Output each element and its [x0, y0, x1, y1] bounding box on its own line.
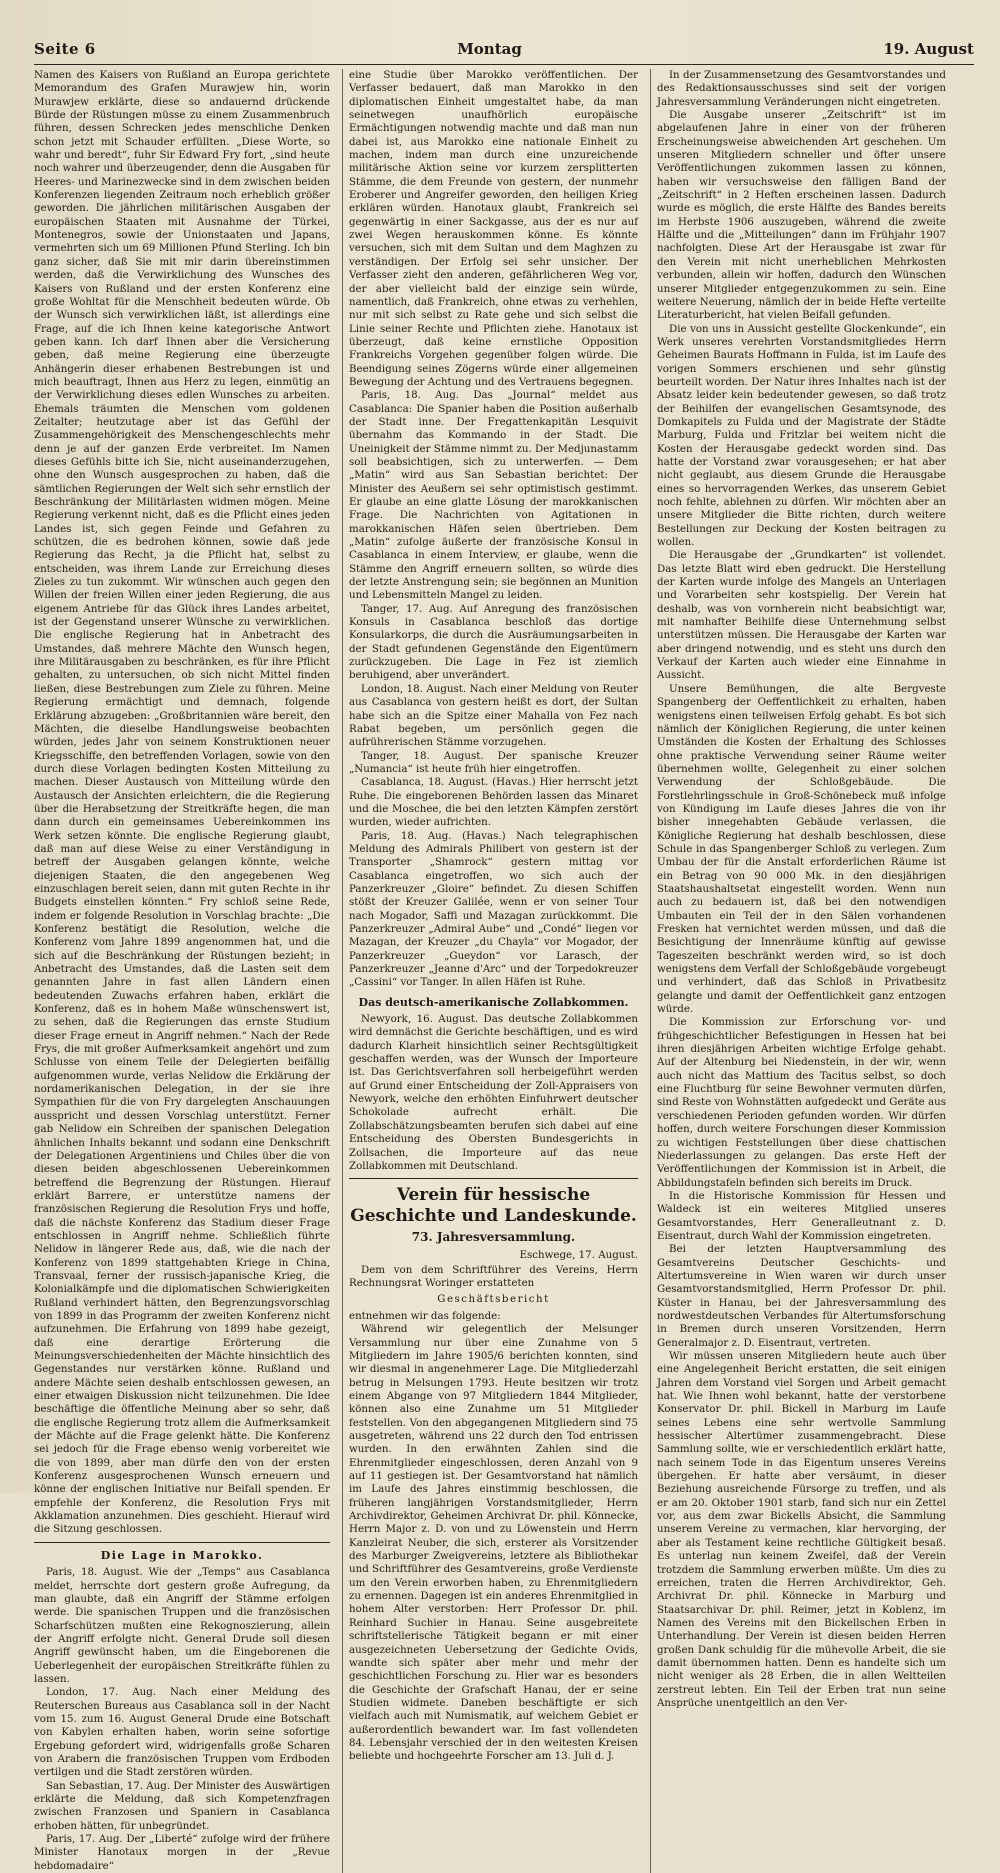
- article-text: Die von uns in Aussicht gestellte Glockenkunde“, ein Werk unseres verehrten Vorstandsmitgliedes Herrn Geheimen Baurats Hoffmann in Fulda, ist im Laufe des vorigen Sommers erschienen und sehr günstig beurteilt worden. Der Natur ihres Inhaltes nach ist der Absatz leider kein bedeutender gewesen, so daß trotz der Beihilfen der evangelischen Gesamtsynode, des Domkapitels zu Fulda und der Magistrate der Städte Marburg, Fulda und Fritzlar bei weitem nicht die Kosten der Herausgabe gedeckt worden sind. Das hatte der Vorstand zwar vorausgesehen; er hat aber nicht geglaubt, aus diesem Grunde die Herausgabe eines so hervorragenden Werkes, das unserem Gebiet noch fehlte, ablehnen zu dürfen. Wir möchten aber an unsere Mitglieder die Bitte richten, durch weitere Bestellungen zur Deckung der Kosten beitragen zu wollen.: [657, 322, 946, 549]
- article-text: Bei der letzten Hauptversammlung des Gesamtvereins Deutscher Geschichts- und Altertumsvereine in Wien waren wir durch unser Gesamtvorstandsmitglied, Herrn Professor Dr. phil. Küster in Hanau, bei der Jahresversammlung des nordwestdeutschen Verbandes für Altertumsforschung in Bremen durch unseren Vorsitzenden, Herrn Generalmajor z. D. Eisentraut, vertreten.: [657, 1243, 946, 1349]
- section-heading-zollabkommen: Das deutsch-amerikanische Zollabkommen.: [358, 995, 629, 1009]
- article-text: entnehmen wir das folgende:: [349, 1309, 501, 1322]
- article-text: Unsere Bemühungen, die alte Bergveste Spangenberg der Oeffentlichkeit zu erhalten, haben wenigstens einen teilweisen Erfolg gehabt. Es bot sich nämlich der Königlichen Regierung, die unter keinen Umständen die Kosten der Erhaltung des Schlosses ohne praktische Verwendung seiner Räume weiter übernehmen wollte, Gelegenheit zu einer solchen Verwendung der Schloßgebäude. Die Forstlehrlingsschule in Groß-Schönebeck muß infolge von Kündigung im Laufe dieses Jahres die von ihr bisher innegehabten Gebäude verlassen, die Königliche Regierung hat deshalb beschlossen, diese Schule in das Spangenberger Schloß zu verlegen. Zum Umbau der für die Anstalt erforderlichen Räume ist ein Betrag von 90 000 Mk. in den diesjährigen Staatshaushaltsetat eingestellt worden. Wenn nun auch zu bedauern ist, daß bei den notwendigen Umbauten ein Teil der in den Sälen vorhandenen Fresken hat vernichtet werden müssen, und daß die Besichtigung der Innenräume künftig auf gewisse Tageszeiten beschränkt werden wird, so ist doch wenigstens dem Verfall der Schloßgebäude vorgebeugt und verhindert, daß das Schloß in Privatbesitz gelangte und damit der Oeffentlichkeit ganz entzogen würde.: [657, 682, 946, 1016]
- article-text: In die Historische Kommission für Hessen und Waldeck ist ein weiteres Mitglied unseres Gesamtvorstandes, Herr Generalleutnant z. D. Eisentraut, durch Wahl der Kommission eingetreten.: [657, 1189, 946, 1242]
- page-header: [34, 40, 974, 65]
- news-item: Tanger, 18. August. Der spanische Kreuzer „Numancia“ ist heute früh hier eingetroffen.: [349, 749, 638, 775]
- article-text: Die Ausgabe unserer „Zeitschrift“ ist im abgelaufenen Jahre in einer von der früheren Erscheinungsweise abweichenden Art geschehen. Um unseren Mitgliedern schneller und öfter unsere Veröffentlichungen zukommen lassen zu können, haben wir versuchsweise den fälligen Band der „Zeitschrift“ in 2 Heften erscheinen lassen. Dadurch wurde es möglich, die erste Hälfte des Bandes bereits im Herbste 1906 auszugeben, während die zweite Hälfte und die „Mitteilungen“ dann im Frühjahr 1907 nachfolgten. Diese Art der Herausgabe ist zwar für den Verein mit nicht unerheblichen Mehrkosten verbunden, allein wir hoffen, dadurch den Wünschen unserer Mitglieder entgegenzukommen zu sein. Eine weitere Neuerung, nämlich der in beide Hefte verteilte Literaturbericht, hat vielen Beifall gefunden.: [657, 109, 946, 322]
- column-3: [650, 69, 946, 1873]
- news-item: San Sebastian, 17. Aug. Der Minister des Auswärtigen erklärte die Meldung, daß sich Kompetenzfragen zwischen Franzosen und Spaniern in Casablanca erhoben hätten, für unbegründet.: [34, 1779, 330, 1832]
- news-item: Paris, 17. Aug. Der „Liberté“ zufolge wird der frühere Minister Hanotaux morgen in der „Revue hebdomadaire“: [34, 1833, 330, 1872]
- divider: [34, 1542, 330, 1543]
- article-text: Während wir gelegentlich der Melsunger Versammlung nur über eine Zunahme von 5 Mitgliedern im Jahre 1905/6 berichten konnten, sind wir diesmal in angenehmerer Lage. Die Mitgliederzahl betrug in Melsungen 1793. Heute besitzen wir trotz einem Abgange von 97 Mitgliedern 1844 Mitglieder, können also eine Zunahme um 51 Mitglieder feststellen. Von den abgegangenen Mitgliedern sind 75 ausgetreten, während uns 22 durch den Tod entrissen wurden. In den erwähnten Zahlen sind die Ehrenmitglieder eingeschlossen, deren Anzahl von 9 auf 11 gestiegen ist. Der Gesamtvorstand hat nämlich im Laufe des Jahres einstimmig beschlossen, die früheren langjährigen Vorstandsmitglieder, Herrn Archivdirektor, Geheimen Archivrat Dr. phil. Könnecke, Herrn Major z. D. von und zu Löwenstein und Herrn Kanzleirat Neuber, die sich, ersterer als Vorsitzender des Marburger Zweigvereins, letztere als Bibliothekar und Schriftführer des Gesamtvereins, große Verdienste um den Verein erworben haben, zu Ehrenmitgliedern zu ernennen. Dagegen ist ein anderes Ehrenmitglied in hohem Alter verstorben: Herr Professor Dr. phil. Reinhard Suchier in Hanau. Seine ausgebreitete schriftstellerische Tätigkeit begann er mit einer ausgezeichneten Uebersetzung der Gedichte Ovids, wandte sich später aber mehr und mehr der geschichtlichen Forschung zu. Hier war es besonders die Geschichte der Grafschaft Hanau, der er seine Studien widmete. Daneben beschäftigte er sich vielfach auch mit Numismatik, auf welchem Gebiet er außerordentlich bewandert war. Im fast vollendeten 84. Lebensjahr verschied der in den weitesten Kreisen beliebte und hochgeehrte Forscher am 13. Juli d. J.: [349, 1323, 638, 1763]
- verein-subtitle: 73. Jahresversammlung.: [411, 1230, 576, 1245]
- page-number: Seite 6: [34, 40, 96, 58]
- news-item: Paris, 18. August. Wie der „Temps“ aus Casablanca meldet, herrschte dort gestern große Aufregung, da man glaubte, daß ein Angriff der Stämme erfolgen werde. Die spanischen Truppen und die französischen Scharfschützen mußten eine Rekognoszierung, allein der Angriff erfolgte nicht. General Drude soll diesen Angriff gewünscht haben, um die Eingeborenen die Ueberlegenheit der europäischen Streitkräfte fühlen zu lassen.: [34, 1566, 330, 1685]
- header-day: Montag: [457, 40, 522, 58]
- article-text: eine Studie über Marokko veröffentlichen. Der Verfasser bedauert, daß man Marokko in den diplomatischen Einheit umgestaltet habe, da man seinetwegen unaufhörlich europäische Ermächtigungen notwendig machte und daß man nun dabei ist, aus Marokko eine nationale Einheit zu machen, indem man durch eine unzureichende militärische Aktion seine vor kurzem zersplitterten Stämme, die dem Freunde von gestern, der nunmehr Eroberer und Angreifer geworden, den heiligen Krieg erklären würden. Hanotaux glaubt, Frankreich sei gegenwärtig in einer Sackgasse, aus der es nur auf zwei Wegen herauskommen könne. Es könnte versuchen, sich mit dem Sultan und dem Maghzen zu verständigen. Der Erfolg sei sehr unsicher. Der Verfasser zieht den anderen, gefährlicheren Weg vor, der aber vielleicht bald der einzige sein würde, namentlich, daß Frankreich, ohne etwas zu verhehlen, nur mit sich selbst zu Rate gehe und sich selbst die Linie seiner Rechte und Pflichten ziehe. Hanotaux ist überzeugt, daß keine ernstliche Opposition Frankreichs Vorgehen gegenüber folgen würde. Die Beendigung seines Zögerns würde einer allgemeinen Bewegung der Achtung und des Vertrauens begegnen.: [349, 69, 638, 388]
- columns: [34, 69, 974, 1872]
- verein-title: Verein für hessische Geschichte und Landeskunde.: [350, 1185, 637, 1227]
- news-item: London, 18. August. Nach einer Meldung von Reuter aus Casablanca von gestern heißt es dort, der Sultan habe sich an die Spitze einer Mahalla von Fez nach Rabat begeben, um persönlich gegen die aufrührerischen Stämme vorzugehen.: [349, 682, 638, 749]
- section-heading-marokko: Die Lage in Marokko.: [100, 1548, 264, 1562]
- article-text: In der Zusammensetzung des Gesamtvorstandes und des Redaktionsausschusses sind seit der vorigen Jahresversammlung Veränderungen nicht eingetreten.: [657, 69, 946, 108]
- news-item: Tanger, 17. Aug. Auf Anregung des französischen Konsuls in Casablanca beschloß das dortige Konsularkorps, die durch die Ausräumungsarbeiten in der Stadt gefundenen Gegenstände den Eigentümern zurückzugeben. Die Lage in Fez ist ziemlich beruhigend, aber unverändert.: [349, 602, 638, 682]
- header-date: 19. August: [883, 40, 974, 58]
- news-item: Paris, 18. Aug. (Havas.) Nach telegraphischen Meldung des Admirals Philibert von gestern ist der Transporter „Shamrock“ gestern mittag vor Casablanca eingetroffen, wo sich auch der Panzerkreuzer „Gloire“ befindet. Zu diesen Schiffen stößt der Kreuzer Galilée, wenn er von seiner Tour nach Mogador, Saffi und Mazagan zurückkommt. Die Panzerkreuzer „Admiral Aube“ und „Condé“ liegen vor Mazagan, der Kreuzer „du Chayla“ vor Mogador, der Panzerkreuzer „Gueydon“ vor Larasch, der Panzerkreuzer „Jeanne d'Arc“ und der Torpedokreuzer „Cassini“ vor Tanger. In allen Häfen ist Ruhe.: [349, 829, 638, 989]
- column-1: [34, 69, 330, 1873]
- article-text: Die Herausgabe der „Grundkarten“ ist vollendet. Das letzte Blatt wird eben gedruckt. Die Herstellung der Karten wurde infolge des Mangels an Unterlagen und Vorarbeiten sehr kostspielig. Der Verein hat deshalb, was von vornherein nicht beabsichtigt war, mit namhafter Beihilfe diese Unternehmung selbst unterstützen müssen. Die Herausgabe der Karten war aber dringend notwendig, und es steht uns durch den Verkauf der Karten auch wieder eine Einnahme in Aussicht.: [657, 549, 946, 682]
- news-item: Newyork, 16. August. Das deutsche Zollabkommen wird demnächst die Gerichte beschäftigen, und es wird dadurch Klarheit hinsichtlich seiner Rechtsgültigkeit geschaffen werden, was der Wunsch der Importeure ist. Das Gerichtsverfahren soll herbeigeführt werden auf Grund einer Entscheidung der Zoll-Appraisers von Newyork, welche den erhöhten Einfuhrwert deutscher Schokolade aufrecht erhält. Die Zollabschätzungsbeamten berufen sich dabei auf eine Entscheidung des Obersten Bundesgerichts in Zollsachen, die Importeure auf das neue Zollabkommen mit Deutschland.: [349, 1013, 638, 1172]
- dateline: Eschwege, 17. August.: [519, 1248, 638, 1261]
- column-2: [342, 69, 638, 1873]
- article-text: Die Kommission zur Erforschung vor- und frühgeschichtlicher Befestigungen in Hessen hat bei ihren diesjährigen Arbeiten wichtige Erfolge gehabt. Auf der Altenburg bei Niedenstein, in der wir, wenn auch nicht das Mattium des Tacitus selbst, so doch eine Fluchtburg für seine Bewohner vermuten dürfen, sind Reste von Wohnstätten aufgedeckt und Geräte aus verschiedenen Perioden gefunden worden. Wir dürfen hoffen, durch weitere Forschungen dieser Kommission zu wichtigen Feststellungen über diese chattischen Niederlassungen zu gelangen. Das erste Heft der Veröffentlichungen der Kommission ist in Arbeit, die Abbildungstafeln befinden sich bereits im Druck.: [657, 1016, 946, 1189]
- article-text: Dem von dem Schriftführer des Vereins, Herrn Rechnungsrat Woringer erstatteten: [349, 1263, 638, 1290]
- news-item: Casablanca, 18. August. (Havas.) Hier herrscht jetzt Ruhe. Die eingeborenen Behörden lassen das Minaret und die Moschee, die bei den letzten Kämpfen zerstört wurden, wieder aufrichten.: [349, 776, 638, 829]
- divider: [349, 1178, 638, 1179]
- news-item: London, 17. Aug. Nach einer Meldung des Reuterschen Bureaus aus Casablanca soll in der Nacht vom 15. zum 16. August General Drude eine Botschaft von Kabylen erhalten haben, worin seine sofortige Ergebung gefordert wird, widrigenfalls große Scharen von Arabern die französischen Truppen vom Erdboden vertilgen und die Stadt zerstören würden.: [34, 1686, 330, 1779]
- article-text: Namen des Kaisers von Rußland an Europa gerichtete Memorandum des Grafen Murawjew hin, worin Murawjew erklärte, diese so andauernd drückende Bürde der Rüstungen müsse zu einem Zusammenbruch führen, dessen Schrecken jedes menschliche Denken schon jetzt mit Schauder erfüllten. „Diese Worte, so wahr und beredt“, fuhr Sir Edward Fry fort, „sind heute noch wahrer und überzeugender, denn die Ausgaben für Heeres- und Marinezwecke sind in dem zwischen beiden Konferenzen liegenden Zeitraum noch erheblich größer geworden. Die jährlichen militärischen Ausgaben der europäischen Staaten mit Ausnahme der Türkei, Montenegros, sowie der Unionstaaten und Japans, vermehrten sich um 69 Millionen Pfund Sterling. Ich bin ganz sicher, daß Sie mit mir darin übereinstimmen werden, daß die Verwirklichung des Wunsches des Kaisers von Rußland und der ersten Konferenz eine große Wohltat für die Menschheit bedeuten würde. Ob der Wunsch sich verwirklichen läßt, ist allerdings eine Frage, auf die ich Ihnen keine kategorische Antwort geben kann. Ich darf Ihnen aber die Versicherung geben, daß meine Regierung eine überzeugte Anhängerin dieser erhabenen Bestrebungen ist und mich beauftragt, Ihnen aus Herz zu legen, einmütig an der Verwirklichung dieses edlen Wunsches zu arbeiten. Ehemals träumten die Menschen vom goldenen Zeitalter; heutzutage aber ist das Gefühl der Zusammengehörigkeit des Menschengeschlechts mehr denn je auf der ganzen Erde verbreitet. Im Namen dieses Gefühls bitte ich Sie, nicht auseinanderzugehen, ohne den Wunsch ausgesprochen zu haben, daß die sämtlichen Regierungen der Welt sich sehr ernstlich der Beschränkung der Militärlasten widmen mögen. Meine Regierung verkennt nicht, daß es die Pflicht eines jeden Landes ist, sich gegen Feinde und Gefahren zu schützen, die es bedrohen können, sowie daß jede Regierung das Recht, ja die Pflicht hat, selbst zu entscheiden, was ihrem Lande zur Erreichung dieses Zieles zu tun zukommt. Wir wünschen auch gegen den Willen der freien Willen einer jeden Regierung, die aus eigenem Antriebe für das Glück ihres Landes arbeitet, ist der Gegenstand unserer Wünsche zu verwirklichen. Die englische Regierung hat in Anbetracht des Umstandes, daß mehrere Mächte den Wunsch hegen, ihre Militärausgaben zu beschränken, es für ihre Pflicht gehalten, zu untersuchen, ob sich nicht Mittel finden ließen, diese Bestrebungen zum Ziele zu führen. Meine Regierung ermächtigt und demnach, folgende Erklärung abzugeben: „Großbritannien wäre bereit, den Mächten, die dieselbe Handlungsweise beobachten würden, jedes Jahr von seinem Konstruktionen neuer Kriegsschiffe, den betreffenden Vorlagen, sowie von den durch diese Vorlagen bedingten Kosten Mitteilung zu machen. Dieser Austausch von Mitteilung würde den Austausch der Ansichten erleichtern, die die Regierung über die Herabsetzung der Streitkräfte hegen, die man dann durch ein gemeinsames Uebereinkommen ins Werk setzen könnte. Die englische Regierung glaubt, daß man auf diese Weise zu einer Verständigung in betreff der Ausgaben gelangen könnte, welche diejenigen Staaten, die den angegebenen Weg einzuschlagen bereit seien, dann mit guten Rechte in ihr Budgets einstellen könnten.“ Fry schloß seine Rede, indem er folgende Resolution in Vorschlag brachte: „Die Konferenz bestätigt die Resolution, welche die Konferenz vom Jahre 1899 angenommen hat, und die sich auf die Beschränkung der Rüstungen bezieht; in Anbetracht des Umstandes, daß die Lasten seit dem genannten Jahre in fast allen Ländern einen bedeutenden Zuwachs erfahren haben, erklärt die Konferenz, daß es in hohem Maße wünschenswert ist, zu sehen, daß die Regierungen das ernste Studium dieser Frage erneut in Angriff nehmen.“ Nach der Rede Frys, die mit großer Aufmerksamkeit angehört und zum Schlusse von einem Teile der Delegierten beifällig aufgenommen wurde, verlas Nelidow die Erklärung der nordamerikanischen Delegation, in der sie ihre Sympathien für die von Fry dargelegten Anschauungen ausspricht und dessen Vorschlag unterstützt. Ferner gab Nelidow ein Schreiben der spanischen Delegation ähnlichen Inhalts bekannt und sodann eine Denkschrift der Delegationen Argentiniens und Chiles über die von diesen beiden abgeschlossenen Uebereinkommen betreffend die Begrenzung der Rüstungen. Hierauf erklärt Barrere, er unterstütze namens der französischen Regierung die Resolution Frys und hoffe, daß die nächste Konferenz das Stadium dieser Frage entschlossen in Angriff nehme. Schließlich führte Nelidow in längerer Rede aus, daß, wie die nach der Konferenz von 1899 stattgehabten Kriege in China, Transvaal, ferner der russisch-japanische Krieg, die Kolonialkämpfe und die diplomatischen Schwierigkeiten Rußland verhindert hätten, den Begrenzungsvorschlag von 1899 in das Programm der zweiten Konferenz nicht aufzunehmen. Die Erfahrung von 1899 habe gezeigt, daß eine derartige Erörterung die Meinungsverschiedenheiten der Mächte hinsichtlich des Gegenstandes nur verstärken könne. Rußland und andere Mächte seien deshalb entschlossen gewesen, an einer etwaigen Diskussion nicht teilzunehmen. Die Idee beschäftige die öffentliche Meinung aber so sehr, daß die englische Regierung trotz allem die Aufmerksamkeit der Mächte auf die Frage gelenkt hätte. Die Konferenz sei jedoch für die Frage ebenso wenig vorbereitet wie die von 1899, aber man dürfe den von der ersten Konferenz ausgesprochenen Wunsch erneuern und könne der englischen Initiative nur Beifall spenden. Er empfehle der Konferenz, die Resolution Frys mit Akklamation anzunehmen. Dies geschieht. Hierauf wird die Sitzung geschlossen.: [34, 69, 330, 1536]
- news-item: Paris, 18. Aug. Das „Journal“ meldet aus Casablanca: Die Spanier haben die Position außerhalb der Stadt inne. Der Fregattenkapitän Lesquivit übernahm das Kommando in der Stadt. Die Uneinigkeit der Stämme nimmt zu. Der Medjunastamm soll beabsichtigen, sich zu unterwerfen. — Dem „Matin“ wird aus San Sebastian berichtet: Der Minister des Aeußern sei sehr optimistisch gestimmt. Er glaube an eine glatte Lösung der marokkanischen Frage. Die Nachrichten von Agitationen in marokkanischen Häfen seien übertrieben. Dem „Matin“ zufolge äußerte der französische Konsul in Casablanca in einem Interview, er glaube, wenn die Stämme den Angriff erneuern sollten, so würde dies der letzte Anstrengung sein; sie begönnen an Munition und Lebensmitteln Mangel zu leiden.: [349, 389, 638, 602]
- report-heading: Geschäftsbericht: [437, 1292, 550, 1305]
- article-text: Wir müssen unseren Mitgliedern heute auch über eine Angelegenheit Bericht erstatten, die seit einigen Jahren dem Vorstand viel Sorgen und Arbeit gemacht hat. Wie Ihnen wohl bekannt, hatte der verstorbene Konservator Dr. phil. Bickell in Marburg im Laufe seines Lebens eine sehr wertvolle Sammlung hessischer Altertümer zusammengebracht. Diese Sammlung sollte, wie er verschiedentlich erklärt hatte, nach seinem Tode in das Eigentum unseres Vereins übergehen. Er hatte aber versäumt, in dieser Beziehung ausreichende Fürsorge zu treffen, und als er am 20. Oktober 1901 starb, fand sich nur ein Zettel vor, aus dem zwar Bickells Absicht, die Sammlung unserem Vereine zu vermachen, klar hervorging, der aber als Testament keine rechtliche Gültigkeit besaß. Es unterlag nun keinem Zweifel, daß der Verein trotzdem die Sammlung erwerben müßte. Um dies zu erreichen, traten die Herren Archivdirektor, Geh. Archivrat Dr. phil. Könnecke in Marburg und Staatsarchivar Dr. phil. Reimer, jetzt in Koblenz, im Namen des Vereins mit den Bickellschen Erben in Unterhandlung. Der Verein ist diesen beiden Herren großen Dank schuldig für die mühevolle Arbeit, die sie damit übernommen hatten. Denn es handelte sich um nicht weniger als 28 Erben, die in allen Weltteilen zerstreut lebten. Ein Teil der Erben trat nun seine Ansprüche unentgeltlich an den Ver-: [657, 1350, 946, 1709]
